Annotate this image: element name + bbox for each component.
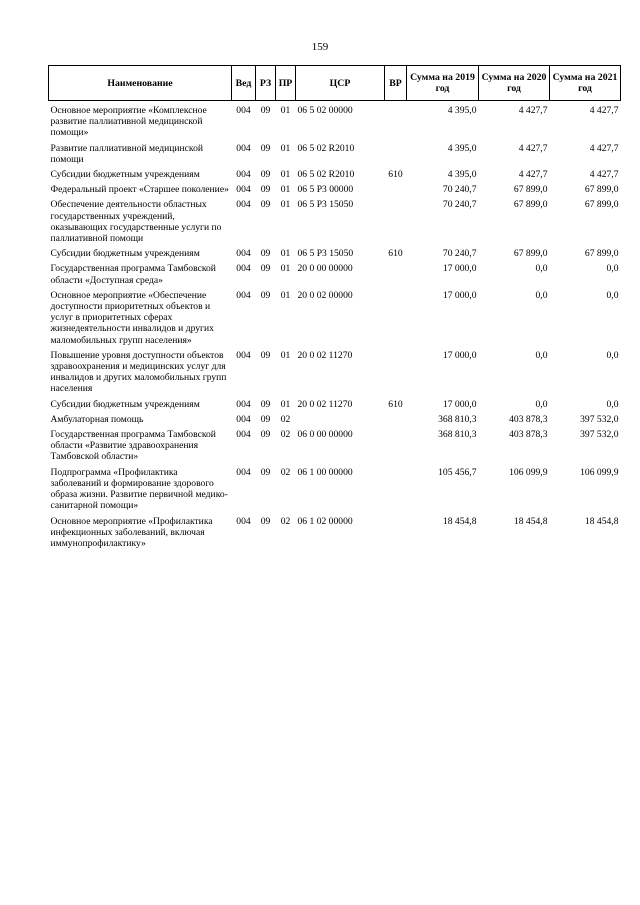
page-number: 159 (311, 41, 329, 53)
cell-pr: 01 (280, 263, 291, 275)
cell-name: Основное мероприятие «Комплексное развитие паллиативной медицинской помощи» (50, 105, 207, 139)
cell-name: Федеральный проект «Старшее поколение» (50, 184, 229, 196)
column-header-name: Наименование (49, 66, 232, 101)
table-row (49, 199, 621, 248)
table-row (49, 467, 621, 516)
cell-ved: 004 (236, 248, 251, 260)
cell-rz: 09 (260, 169, 271, 181)
cell-vr (385, 350, 407, 399)
cell-sum-2019: 17 000,0 (442, 263, 477, 275)
cell-sum-2020: 4 427,7 (518, 169, 548, 181)
cell-sum-2020: 403 878,3 (509, 429, 548, 441)
cell-sum-2019: 70 240,7 (442, 199, 477, 211)
cell-sum-2019: 17 000,0 (442, 349, 477, 361)
cell-sum-2020: 18 454,8 (513, 515, 548, 527)
cell-sum-2019: 18 454,8 (442, 515, 477, 527)
cell-ved: 004 (236, 398, 251, 410)
cell-pr: 01 (280, 289, 291, 301)
cell-vr (385, 516, 407, 554)
cell-ved: 004 (236, 466, 251, 478)
cell-sum-2019: 4 395,0 (447, 142, 477, 154)
table-row (49, 248, 621, 263)
cell-sum-2019: 17 000,0 (442, 289, 477, 301)
cell-rz: 09 (260, 398, 271, 410)
cell-sum-2020: 0,0 (535, 398, 548, 410)
cell-rz: 09 (260, 105, 271, 116)
column-header-vr: ВР (385, 66, 407, 101)
cell-sum-2021: 67 899,0 (584, 248, 619, 260)
cell-csr: 06 5 P3 15050 (297, 199, 354, 211)
cell-sum-2021: 4 427,7 (589, 105, 619, 116)
cell-name: Государственная программа Тамбовской области «Развитие здравоохранения Тамбовской области» (50, 429, 216, 463)
cell-vr (385, 263, 407, 289)
cell-csr: 20 0 02 11270 (297, 349, 353, 361)
cell-sum-2021: 4 427,7 (589, 169, 619, 181)
cell-sum-2021: 397 532,0 (580, 429, 619, 441)
table-row (49, 429, 621, 467)
table-body (49, 101, 621, 554)
cell-ved: 004 (236, 263, 251, 275)
cell-pr: 01 (280, 169, 291, 181)
cell-name: Субсидии бюджетным учреждениям (50, 248, 200, 260)
cell-sum-2019: 70 240,7 (442, 248, 477, 260)
cell-sum-2020: 0,0 (535, 289, 548, 301)
cell-sum-2020: 4 427,7 (518, 105, 548, 116)
table-row (49, 290, 621, 350)
cell-name: Субсидии бюджетным учреждениям (50, 398, 200, 410)
cell-sum-2020: 106 099,9 (509, 466, 548, 478)
cell-sum-2021: 67 899,0 (584, 184, 619, 196)
cell-rz: 09 (260, 289, 271, 301)
cell-sum-2019: 105 456,7 (438, 466, 477, 478)
cell-vr (385, 101, 407, 143)
cell-ved: 004 (236, 199, 251, 211)
cell-vr: 610 (388, 248, 403, 260)
cell-vr: 610 (388, 398, 403, 410)
cell-sum-2020: 0,0 (535, 349, 548, 361)
cell-ved: 004 (236, 429, 251, 441)
cell-ved: 004 (236, 142, 251, 154)
cell-vr (385, 414, 407, 429)
cell-sum-2020: 67 899,0 (513, 248, 548, 260)
cell-sum-2021: 4 427,7 (589, 142, 619, 154)
cell-sum-2021: 0,0 (606, 263, 619, 275)
cell-name: Амбулаторная помощь (50, 413, 144, 425)
cell-rz: 09 (260, 466, 271, 478)
column-header-2021: Сумма на 2021 год (550, 66, 621, 101)
cell-sum-2020: 0,0 (535, 263, 548, 275)
cell-name: Основное мероприятие «Профилактика инфекционных заболеваний, включая иммунопрофилактику» (50, 515, 213, 549)
cell-ved: 004 (236, 349, 251, 361)
cell-csr: 06 5 02 R2010 (297, 169, 355, 181)
cell-ved: 004 (236, 105, 251, 116)
cell-sum-2021: 67 899,0 (584, 199, 619, 211)
cell-name: Развитие паллиативной медицинской помощи (50, 142, 204, 165)
cell-name: Подпрограмма «Профилактика заболеваний и формирование здорового образа жизни. Развитие первичной медико-санитарной помощи» (50, 466, 228, 512)
cell-csr: 20 0 02 11270 (297, 398, 353, 410)
cell-sum-2021: 18 454,8 (584, 515, 619, 527)
cell-sum-2021: 397 532,0 (580, 413, 619, 425)
column-header-2019: Сумма на 2019 год (407, 66, 479, 101)
cell-ved: 004 (236, 169, 251, 181)
cell-rz: 09 (260, 263, 271, 275)
column-header-csr: ЦСР (296, 66, 385, 101)
cell-pr: 02 (280, 515, 291, 527)
table-row (49, 184, 621, 199)
cell-vr (385, 290, 407, 350)
cell-rz: 09 (260, 184, 271, 196)
cell-sum-2019: 4 395,0 (447, 169, 477, 181)
cell-sum-2019: 368 810,3 (438, 413, 477, 425)
table-row (49, 414, 621, 429)
table-row (49, 263, 621, 289)
cell-csr: 06 5 P3 15050 (297, 248, 354, 260)
cell-csr: 06 1 02 00000 (297, 515, 353, 527)
cell-pr: 01 (280, 142, 291, 154)
cell-vr (385, 429, 407, 467)
cell-vr (385, 184, 407, 199)
cell-sum-2019: 70 240,7 (442, 184, 477, 196)
cell-rz: 09 (260, 349, 271, 361)
cell-sum-2021: 0,0 (606, 289, 619, 301)
cell-rz: 09 (260, 413, 271, 425)
cell-vr: 610 (388, 169, 403, 181)
cell-pr: 01 (280, 105, 291, 116)
budget-table (48, 65, 621, 553)
cell-name: Обеспечение деятельности областных государственных учреждений, оказывающих государственные услуги по паллиативной помощи (50, 199, 222, 245)
cell-name: Субсидии бюджетным учреждениям (50, 169, 200, 181)
cell-csr: 06 5 02 00000 (297, 105, 353, 116)
cell-sum-2019: 17 000,0 (442, 398, 477, 410)
cell-csr: 06 5 02 R2010 (297, 142, 355, 154)
cell-rz: 09 (260, 199, 271, 211)
cell-pr: 02 (280, 413, 291, 425)
cell-sum-2020: 4 427,7 (518, 142, 548, 154)
cell-vr (385, 199, 407, 248)
table-header-row (49, 66, 621, 101)
cell-name: Основное мероприятие «Обеспечение доступности приоритетных объектов и услуг в приоритетных сферах жизнедеятельности инвалидов и других маломобильных групп населения» (50, 289, 214, 346)
cell-pr: 01 (280, 349, 291, 361)
table-row (49, 516, 621, 554)
cell-ved: 004 (236, 413, 251, 425)
cell-vr (385, 143, 407, 169)
cell-csr: 20 0 02 00000 (297, 289, 353, 301)
cell-sum-2021: 106 099,9 (580, 466, 619, 478)
cell-rz: 09 (260, 248, 271, 260)
cell-vr (385, 467, 407, 516)
cell-pr: 02 (280, 466, 291, 478)
cell-rz: 09 (260, 142, 271, 154)
cell-sum-2021: 0,0 (606, 349, 619, 361)
cell-csr: 20 0 00 00000 (297, 263, 353, 275)
cell-rz: 09 (260, 515, 271, 527)
cell-csr: 06 5 P3 00000 (297, 184, 354, 196)
column-header-ved: Вед (232, 66, 256, 101)
cell-csr: 06 1 00 00000 (297, 466, 353, 478)
cell-ved: 004 (236, 515, 251, 527)
table-row (49, 143, 621, 169)
cell-sum-2021: 0,0 (606, 398, 619, 410)
table-row (49, 169, 621, 184)
cell-pr: 01 (280, 184, 291, 196)
table-row (49, 350, 621, 399)
cell-ved: 004 (236, 289, 251, 301)
cell-sum-2019: 4 395,0 (447, 105, 477, 116)
cell-sum-2020: 67 899,0 (513, 199, 548, 211)
cell-pr: 02 (280, 429, 291, 441)
cell-csr: 06 0 00 00000 (297, 429, 353, 441)
table-row (49, 101, 621, 143)
table-row (49, 399, 621, 414)
cell-sum-2020: 67 899,0 (513, 184, 548, 196)
cell-pr: 01 (280, 248, 291, 260)
cell-sum-2020: 403 878,3 (509, 413, 548, 425)
cell-csr (296, 414, 385, 429)
cell-sum-2019: 368 810,3 (438, 429, 477, 441)
cell-pr: 01 (280, 398, 291, 410)
column-header-rz: РЗ (256, 66, 276, 101)
cell-rz: 09 (260, 429, 271, 441)
column-header-pr: ПР (276, 66, 296, 101)
column-header-2020: Сумма на 2020 год (479, 66, 550, 101)
cell-ved: 004 (236, 184, 251, 196)
cell-name: Государственная программа Тамбовской области «Доступная среда» (50, 263, 216, 286)
cell-pr: 01 (280, 199, 291, 211)
cell-name: Повышение уровня доступности объектов здравоохранения и медицинских услуг для инвалидов и других маломобильных групп населения (50, 349, 227, 395)
